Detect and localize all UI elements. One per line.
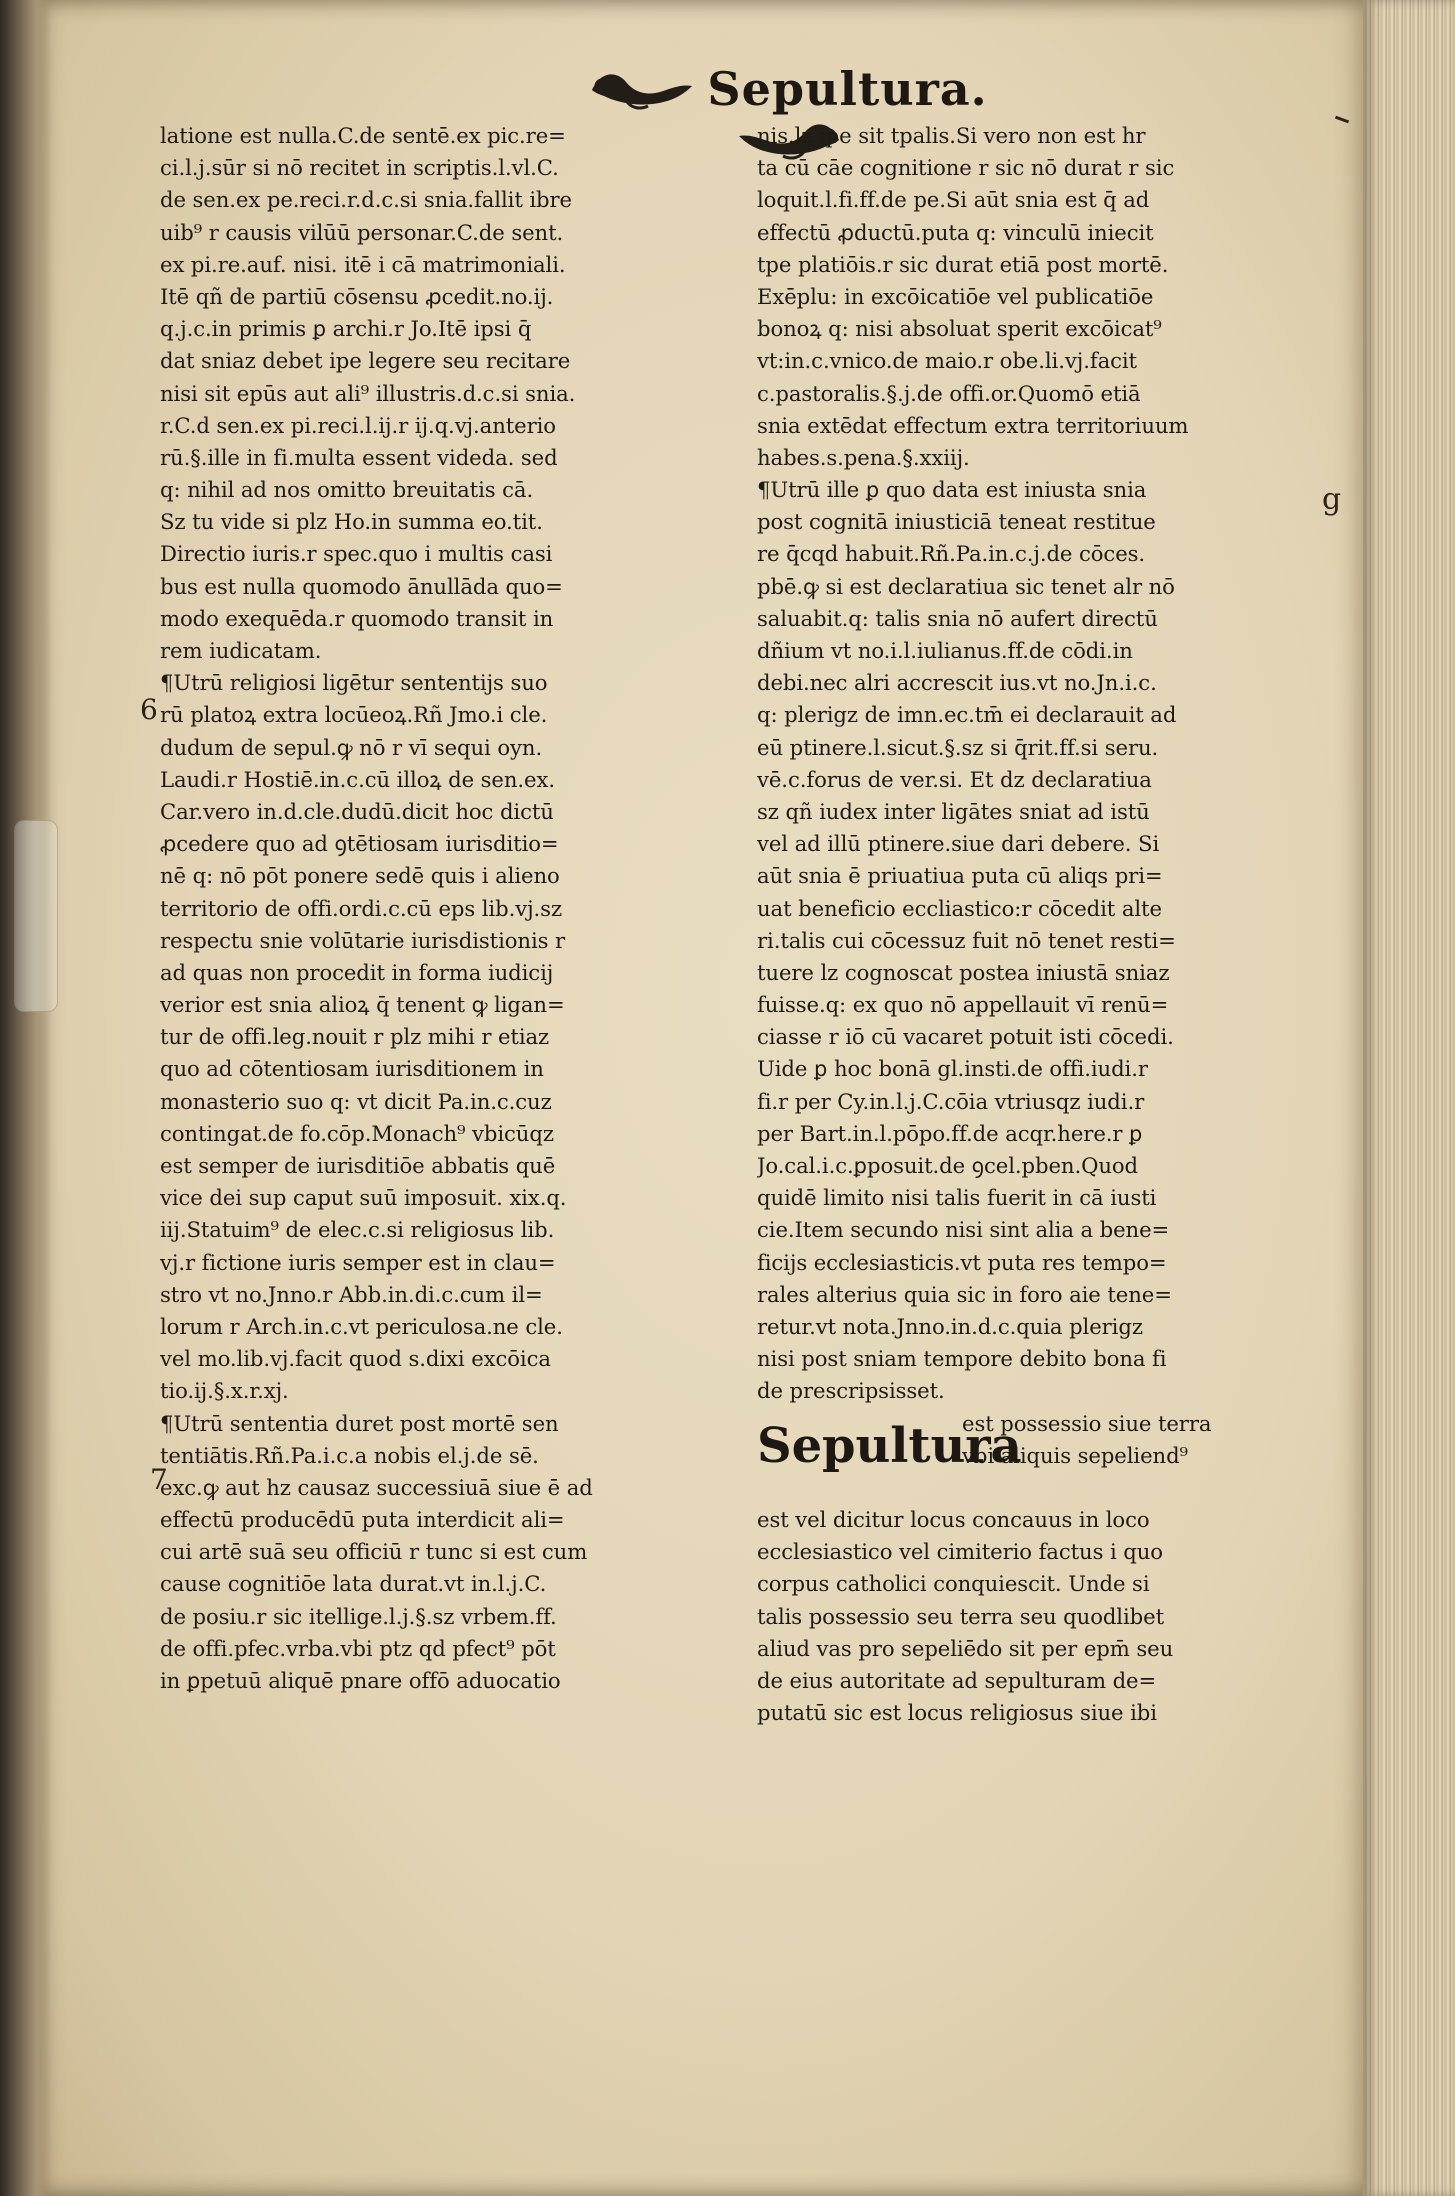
sepultura-initial-word: Sepultura	[757, 1417, 1022, 1474]
text-line: vbi aliquis sepeliend⁹	[962, 1442, 1188, 1468]
text-line: ¶Utrū sententia duret post mortē sen	[160, 1410, 559, 1436]
text-line: iij.Statuim⁹ de elec.c.si religiosus lib.	[160, 1217, 555, 1243]
text-line: de sen.ex pe.reci.r.d.c.si snia.fallit ibre	[160, 187, 572, 213]
text-line: contingat.de fo.cōp.Monach⁹ vbicūqz	[160, 1120, 554, 1146]
text-line: per Bart.in.l.pōpo.ff.de acqr.here.r ꝑ	[757, 1120, 1143, 1146]
text-line: aūt snia ē priuatiua puta cū aliqs pri=	[757, 863, 1163, 889]
text-line: uib⁹ r causis vilūū personar.C.de sent.	[160, 219, 564, 245]
text-line: ¶Utrū ille ꝑ quo data est iniusta snia	[757, 477, 1147, 503]
text-line: ta cū cāe cognitione r sic nō durat r sic	[757, 155, 1175, 181]
text-line: ci.l.j.sūr si nō recitet in scriptis.l.vl.C.	[160, 155, 559, 181]
text-line: rū platoꝝ extra locūeoꝝ.Rñ Jmo.i cle.	[160, 702, 548, 728]
text-line: snia extēdat effectum extra territoriuum	[757, 412, 1189, 438]
text-line: quidē limito nisi talis fuerit in cā iusti	[757, 1185, 1157, 1211]
text-line: effectū producēdū puta interdicit ali=	[160, 1507, 565, 1533]
text-line: nis.lz ipe sit tpalis.Si vero non est hr	[757, 123, 1146, 148]
text-line: Laudi.r Hostiē.in.c.cū illoꝝ de sen.ex.	[160, 766, 555, 792]
text-line: nisi post sniam tempore debito bona fi	[757, 1346, 1167, 1372]
text-line: quo ad cōtentiosam iurisditionem in	[160, 1056, 544, 1082]
glass-clip	[14, 820, 58, 1012]
text-line: ꝓcedere quo ad ꝯtētiosam iurisditio=	[160, 831, 559, 857]
text-line: habes.s.pena.§.xxiij.	[757, 444, 970, 470]
text-line: ri.talis cui cōcessuz fuit nō tenet resti=	[757, 927, 1176, 953]
margin-number-7: 7	[150, 1463, 168, 1496]
text-line: Sz tu vide si plz Ho.in summa eo.tit.	[160, 509, 543, 535]
text-line: territorio de offi.ordi.c.cū eps lib.vj.sz	[160, 895, 563, 921]
text-line: cui artē suā seu officiū r tunc si est cum	[160, 1539, 588, 1565]
text-line: eū ptinere.l.sicut.§.sz si q̄rit.ff.si seru.	[757, 734, 1159, 760]
text-line: modo exequēda.r quomodo transit in	[160, 605, 554, 631]
text-line: est possessio siue terra	[962, 1410, 1212, 1436]
text-line: retur.vt nota.Jnno.in.d.c.quia plerigz	[757, 1313, 1143, 1339]
sepultura-definition-block	[757, 1408, 1317, 1505]
text-line: Directio iuris.r spec.quo i multis casi	[160, 541, 553, 567]
text-line: saluabit.q: talis snia nō aufert directū	[757, 605, 1158, 631]
text-line: talis possessio seu terra seu quodlibet	[757, 1603, 1164, 1629]
text-line: ad quas non procedit in forma iudicij	[160, 959, 554, 985]
sepultura-definition-lines	[962, 1408, 1322, 1472]
text-line: vj.r fictione iuris semper est in clau=	[160, 1249, 556, 1275]
text-line: rem iudicatam.	[160, 638, 322, 663]
text-line: fi.r per Cy.in.l.j.C.cōia vtriusqz iudi.r	[757, 1088, 1145, 1114]
page-fore-edge	[1363, 0, 1455, 2196]
text-line: vt:in.c.vnico.de maio.r obe.li.vj.facit	[757, 348, 1137, 374]
text-line: Car.vero in.d.cle.dudū.dicit hoc dictū	[160, 798, 554, 824]
text-line: rū.§.ille in fi.multa essent videda. sed	[160, 444, 558, 470]
text-line: exc.ꝙ aut hz causaz successiuā siue ē ad	[160, 1474, 593, 1500]
margin-number-6: 6	[140, 693, 158, 726]
text-line: aliud vas pro sepeliēdo sit per epm̄ seu	[757, 1635, 1174, 1661]
text-line: de prescripsisset.	[757, 1378, 945, 1404]
text-line: r.C.d sen.ex pi.reci.l.ij.r ij.q.vj.anterio	[160, 412, 556, 438]
page-title: Sepultura.	[707, 62, 988, 116]
text-line: corpus catholici conquiescit. Unde si	[757, 1571, 1150, 1597]
text-line: monasterio suo q: vt dicit Pa.in.c.cuz	[160, 1088, 552, 1114]
text-line: q.j.c.in primis ꝑ archi.r Jo.Itē ipsi q̄	[160, 316, 532, 342]
text-line: tuere lz cognoscat postea iniustā sniaz	[757, 959, 1170, 985]
text-line: tentiātis.Rñ.Pa.i.c.a nobis el.j.de sē.	[160, 1442, 539, 1468]
text-line: dudum de sepul.ꝙ nō r vī sequi oyn.	[160, 734, 543, 760]
text-line: re q̄cqd habuit.Rñ.Pa.in.c.j.de cōces.	[757, 541, 1146, 567]
text-line: bonoꝝ q: nisi absoluat sperit excōicat⁹	[757, 316, 1162, 342]
text-line: bus est nulla quomodo ānullāda quo=	[160, 573, 563, 599]
text-line: post cognitā iniusticiā teneat restitue	[757, 509, 1156, 535]
text-line: tio.ij.§.x.r.xj.	[160, 1378, 289, 1404]
text-line: debi.nec alri accrescit ius.vt no.Jn.i.c.	[757, 670, 1157, 696]
text-line: dat sniaz debet ipe legere seu recitare	[160, 348, 571, 374]
text-line: tur de offi.leg.nouit r plz mihi r etiaz	[160, 1024, 550, 1050]
text-line: rales alterius quia sic in foro aie tene=	[757, 1281, 1172, 1307]
text-line: fuisse.q: ex quo nō appellauit vī renū=	[757, 992, 1169, 1018]
text-line: sz qñ iudex inter ligātes sniat ad istū	[757, 798, 1150, 824]
text-line: q: plerigz de imn.ec.tm̄ ei declarauit ad	[757, 702, 1177, 728]
left-fleuron-icon	[586, 66, 696, 112]
text-line: est semper de iurisditiōe abbatis quē	[160, 1153, 556, 1178]
text-line: verior est snia alioꝝ q̄ tenent ꝙ ligan=	[160, 992, 565, 1018]
margin-note-right: g	[1322, 482, 1342, 517]
text-line: effectū ꝓductū.puta q: vinculū iniecit	[757, 219, 1154, 245]
text-line: vē.c.forus de ver.si. Et dz declaratiua	[757, 766, 1152, 792]
text-line: dñium vt no.i.l.iulianus.ff.de cōdi.in	[757, 638, 1133, 663]
text-line: de offi.pfec.vrba.vbi ptz qd pfect⁹ pōt	[160, 1635, 556, 1661]
text-line: ¶Utrū religiosi ligētur sententijs suo	[160, 670, 548, 696]
text-line: vice dei sup caput suū imposuit. xix.q.	[160, 1185, 567, 1211]
text-line: pbē.ꝙ si est declaratiua sic tenet alr nō	[757, 573, 1175, 599]
text-line: vel mo.lib.vj.facit quod s.dixi excōica	[160, 1346, 551, 1372]
book-gutter	[0, 0, 52, 2196]
text-line: ecclesiastico vel cimiterio factus i quo	[757, 1539, 1163, 1565]
text-line: loquit.l.fi.ff.de pe.Si aūt snia est q̄ ad	[757, 187, 1150, 213]
text-line: q: nihil ad nos omitto breuitatis cā.	[160, 477, 534, 503]
text-line: stro vt no.Jnno.r Abb.in.di.c.cum il=	[160, 1281, 543, 1307]
right-text-column	[757, 120, 1317, 1729]
text-line: Exēplu: in excōicatiōe vel publicatiōe	[757, 283, 1154, 309]
text-line: Jo.cal.i.c.ꝑposuit.de ꝯcel.pben.Quod	[757, 1153, 1139, 1178]
text-line: vel ad illū ptinere.siue dari debere. Si	[757, 831, 1160, 857]
text-line: cause cognitiōe lata durat.vt in.l.j.C.	[160, 1571, 547, 1597]
text-line: est vel dicitur locus concauus in loco	[757, 1507, 1150, 1533]
left-text-column	[160, 120, 740, 1697]
text-line: cie.Item secundo nisi sint alia a bene=	[757, 1217, 1170, 1243]
text-line: respectu snie volūtarie iurisdistionis r	[160, 927, 566, 953]
text-line: lorum r Arch.in.c.vt periculosa.ne cle.	[160, 1313, 563, 1339]
text-line: nisi sit epūs aut ali⁹ illustris.d.c.si snia.	[160, 380, 576, 406]
text-line: nē q: nō pōt ponere sedē quis i alieno	[160, 863, 560, 889]
text-line: de eius autoritate ad sepulturam de=	[757, 1668, 1157, 1694]
text-line: de posiu.r sic itellige.l.j.§.sz vrbem.ff.	[160, 1603, 557, 1629]
text-line: c.pastoralis.§.j.de offi.or.Quomō etiā	[757, 380, 1141, 406]
right-column-lines	[757, 120, 1317, 1408]
text-line: ciasse r iō cū vacaret potuit isti cōcedi.	[757, 1024, 1174, 1050]
text-line: Itē qñ de partiū cōsensu ꝓcedit.no.ij.	[160, 283, 554, 309]
text-line: uat beneficio eccliastico:r cōcedit alte	[757, 895, 1162, 921]
text-line: ficijs ecclesiasticis.vt puta res tempo=	[757, 1249, 1167, 1275]
right-column-tail-lines	[757, 1504, 1317, 1729]
text-line: Uide ꝑ hoc bonā gl.insti.de offi.iudi.r	[757, 1056, 1148, 1082]
text-line: putatū sic est locus religiosus siue ibi	[757, 1700, 1157, 1726]
text-line: latione est nulla.C.de sentē.ex pic.re=	[160, 123, 566, 148]
text-line: tpe platiōis.r sic durat etiā post mortē.	[757, 251, 1169, 277]
text-line: ex pi.re.auf. nisi. itē i cā matrimoniali.	[160, 251, 566, 277]
text-line: in ꝑpetuū aliquē pnare offō aduocatio	[160, 1668, 561, 1693]
